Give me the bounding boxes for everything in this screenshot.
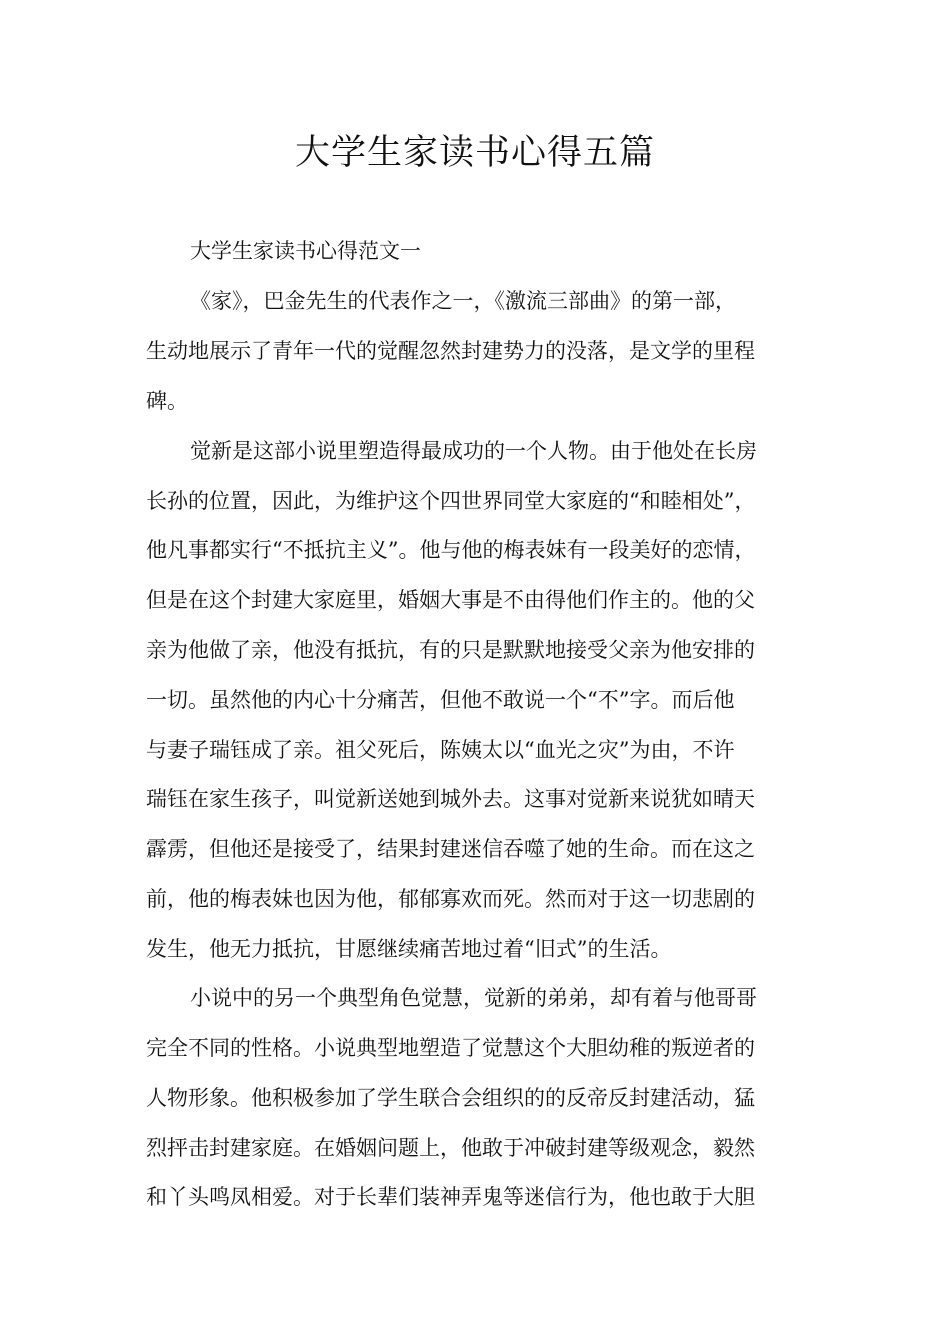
- section-heading: 大学生家读书心得范文一: [190, 239, 421, 263]
- body-line: 霹雳，但他还是接受了，结果封建迷信吞噬了她的生命。而在这之: [146, 837, 755, 861]
- document-title: 大学生家读书心得五篇: [294, 133, 655, 173]
- body-line: 小说中的另一个典型角色觉慧，觉新的弟弟，却有着与他哥哥: [190, 986, 757, 1010]
- body-line: 瑞钰在家生孩子，叫觉新送她到城外去。这事对觉新来说犹如晴天: [146, 787, 755, 811]
- body-line: 前，他的梅表妹也因为他，郁郁寡欢而死。然而对于这一切悲剧的: [146, 887, 755, 911]
- body-line: 但是在这个封建大家庭里，婚姻大事是不由得他们作主的。他的父: [146, 588, 755, 612]
- body-line: 烈抨击封建家庭。在婚姻问题上，他敢于冲破封建等级观念，毅然: [146, 1136, 755, 1160]
- body-line: 长孙的位置，因此，为维护这个四世界同堂大家庭的“和睦相处”，: [146, 489, 756, 513]
- body-line: 完全不同的性格。小说典型地塑造了觉慧这个大胆幼稚的叛逆者的: [146, 1036, 755, 1060]
- body-line: 觉新是这部小说里塑造得最成功的一个人物。由于他处在长房: [190, 439, 757, 463]
- body-line: 与妻子瑞钰成了亲。祖父死后，陈姨太以“血光之灾”为由，不许: [146, 738, 735, 762]
- body-line: 和丫头鸣凤相爱。对于长辈们装神弄鬼等迷信行为，他也敢于大胆: [146, 1185, 755, 1209]
- body-line: 人物形象。他积极参加了学生联合会组织的的反帝反封建活动，猛: [146, 1086, 755, 1110]
- body-line: 亲为他做了亲，他没有抵抗，有的只是默默地接受父亲为他安排的: [146, 638, 755, 662]
- body-line: 生动地展示了青年一代的觉醒忽然封建势力的没落，是文学的里程: [146, 339, 755, 363]
- body-line: 他凡事都实行“不抵抗主义”。他与他的梅表妹有一段美好的恋情，: [146, 538, 756, 562]
- body-line: 碑。: [146, 389, 188, 413]
- body-line: 一切。虽然他的内心十分痛苦，但他不敢说一个“不”字。而后他: [146, 688, 735, 712]
- body-line: 《家》，巴金先生的代表作之一，《激流三部曲》的第一部，: [190, 289, 736, 313]
- body-line: 发生，他无力抵抗，甘愿继续痛苦地过着“旧式”的生活。: [146, 937, 672, 961]
